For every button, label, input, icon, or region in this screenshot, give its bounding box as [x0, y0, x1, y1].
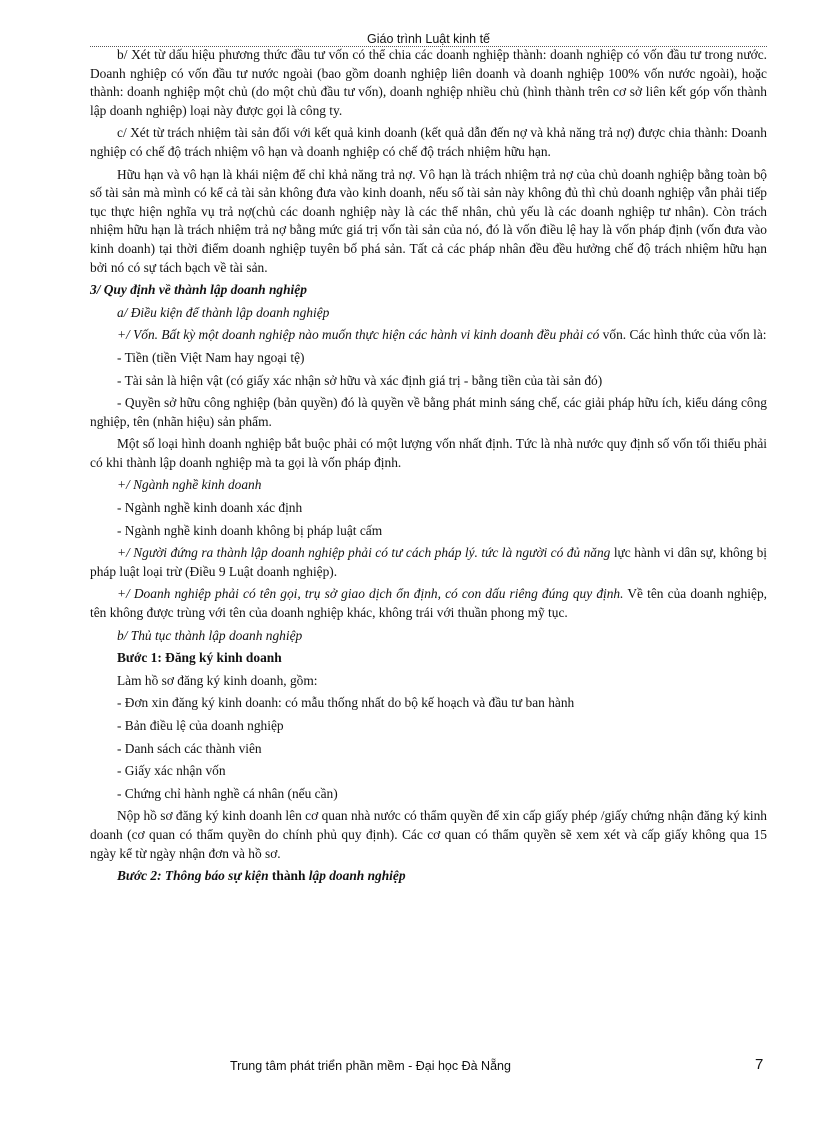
subsection-a-title: a/ Điều kiện để thành lập doanh nghiệp	[117, 304, 330, 320]
paragraph-limited-unlimited: Hữu hạn và vô hạn là khái niệm để chỉ khả năng trả nợ. Vô hạn là trách nhiệm trả nợ của chủ doanh nghiệp bằng toàn bộ số tài sản mà mình có kể cả tài sản không đưa vào kinh doanh, nếu số tài sản này không đủ thì chủ doanh nghiệp vẫn phải tiếp tục thực hiện nghĩa vụ trả nợ(chủ các doanh nghiệp này là các thể nhân, chủ yếu là các doanh nghiệp tư nhân). Còn trách nhiệm hữu hạn là trách nhiệm trả nợ bằng mức giá trị vốn tài sản của nó, đó là vốn điều lệ hay là vốn pháp định (vốn đưa vào kinh doanh) tại thời điểm doanh nghiệp tuyên bố phá sản. Tất cả các pháp nhân đều đều hưởng chế độ trách nhiệm hữu hạn bởi nó có sự tách bạch về tài sản.	[90, 166, 767, 275]
founder-italic: +/ Người đứng ra thành lập doanh nghiệp phải có tư cách pháp lý. tức là người có đủ năng	[117, 545, 611, 561]
list-item-dossier: - Bản điều lệ của doanh nghiệp	[117, 718, 284, 733]
running-header: Giáo trình Luật kinh tế	[367, 32, 490, 46]
paragraph-c-liability-type: c/ Xét từ trách nhiệm tài sản đối với kết quả kinh doanh (kết quả dẫn đến nợ và khả năng trả nợ) được chia thành: Doanh nghiệp có chế độ trách nhiệm vô hạn và doanh nghiệp có chế độ trách nhiệm hữu hạn.	[90, 125, 767, 159]
list-item-dossier: - Đơn xin đăng ký kinh doanh: có mẫu thống nhất do bộ kế hoạch và đầu tư ban hành	[117, 695, 575, 711]
list-item-dossier: - Danh sách các thành viên	[117, 740, 262, 756]
step-2-title: Bước 2: Thông báo sự kiện thành lập doanh nghiệp	[117, 868, 406, 884]
list-item-dossier: - Chứng chỉ hành nghề cá nhân (nếu cần)	[117, 785, 338, 801]
document-body	[90, 46, 767, 886]
business-lines-title: +/ Ngành nghề kinh doanh	[117, 477, 262, 493]
founder-rest: lực hành vi dân sự, không bị pháp luật loại trừ (Điều 9 Luật doanh nghiệp).	[90, 545, 767, 579]
list-item-assets: - Tài sản là hiện vật (có giấy xác nhận sở hữu và xác định giá trị - bằng tiền của tài sản đó)	[117, 372, 603, 388]
company-name-rest: Về tên của doanh nghiệp, tên không được trùng với tên của doanh nghiệp khác, không trái với thuần phong mỹ tục.	[90, 586, 767, 621]
paragraph-founder	[90, 544, 767, 581]
paragraph-dossier: Làm hồ sơ đăng ký kinh doanh, gồm:	[117, 672, 318, 688]
company-name-italic: +/ Doanh nghiệp phải có tên gọi, trụ sở giao dịch ổn định, có con dấu riêng đúng quy định.	[117, 586, 624, 602]
capital-italic: +/ Vốn. Bất kỳ một doanh nghiệp nào muốn thực hiện các hành vi kinh doanh đều phải có	[117, 327, 600, 343]
paragraph-b-investment-type: b/ Xét từ dấu hiệu phương thức đầu tư vốn có thể chia các doanh nghiệp thành: doanh nghiệp có vốn đầu tư trong nước. Doanh nghiệp có vốn đầu tư nước ngoài (bao gồm doanh nghiệp liên doanh và doanh nghiệp 100% vốn nước ngoài), hoặc thành: doanh nghiệp một chủ (do một chủ đầu tư vốn), doanh nghiệp nhiều chủ (hình thành trên cơ sở liên kết góp vốn thành lập doanh nghiệp) loại này được gọi là công ty.	[90, 47, 767, 118]
list-item-dossier: - Giấy xác nhận vốn	[117, 763, 226, 779]
paragraph-submit-dossier: Nộp hồ sơ đăng ký kinh doanh lên cơ quan nhà nước có thẩm quyền để xin cấp giấy phép /giấy chứng nhận đăng ký kinh doanh (cơ quan có thẩm quyền do chính phủ quy định). Các cơ quan có thẩm quyền sẽ xem xét và cấp giấy không qua 15 ngày kể từ ngày nhận đơn và hồ sơ.	[90, 808, 767, 861]
paragraph-capital	[90, 326, 767, 345]
list-item-industrial-property: - Quyền sở hữu công nghiệp (bản quyền) đó là quyền về bằng phát minh sáng chế, các giải pháp hữu ích, kiểu dáng công nghiệp, tên (nhãn hiệu) sản phẩm.	[90, 395, 767, 429]
list-item-cash: - Tiền (tiền Việt Nam hay ngoại tệ)	[117, 349, 305, 365]
paragraph-legal-capital: Một số loại hình doanh nghiệp bắt buộc phải có một lượng vốn nhất định. Tức là nhà nước quy định số vốn tối thiểu phải có khi thành lập doanh nghiệp mà ta gọi là vốn pháp định.	[90, 436, 767, 470]
subsection-b-title: b/ Thủ tục thành lập doanh nghiệp	[117, 627, 303, 643]
paragraph-company-name	[90, 585, 767, 622]
list-item-business-line-1: - Ngành nghề kinh doanh xác định	[117, 500, 303, 516]
footer-text: Trung tâm phát triển phần mềm - Đại học Đà Nẵng	[230, 1059, 511, 1073]
section-3-title: 3/ Quy định về thành lập doanh nghiệp	[90, 282, 307, 298]
step-1-title: Bước 1: Đăng ký kinh doanh	[117, 650, 282, 666]
list-item-business-line-2: - Ngành nghề kinh doanh không bị pháp luật cấm	[117, 522, 383, 538]
capital-rest: vốn. Các hình thức của vốn là:	[599, 327, 767, 343]
page-number: 7	[755, 1056, 764, 1073]
